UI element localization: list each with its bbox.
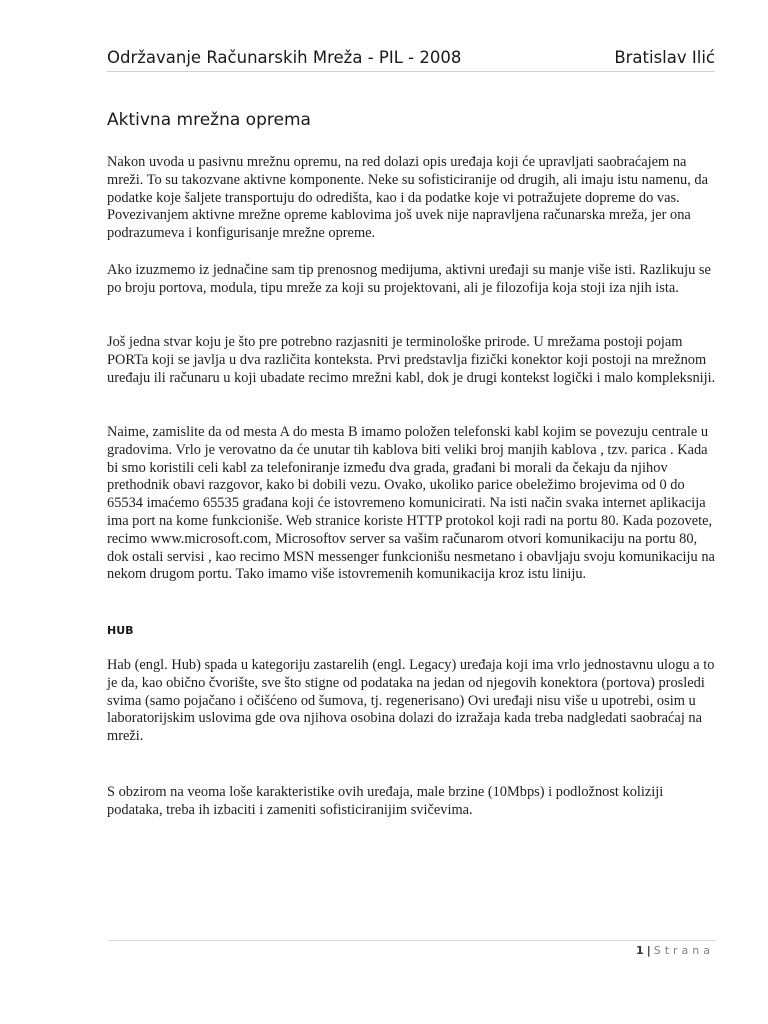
paragraph-hub-conclusion: S obzirom na veoma loše karakteristike ovih uređaja, male brzine (10Mbps) i podložnost koliziji podataka, treba ih izbaciti i zameniti sofisticiranijim svičevima. (107, 784, 664, 818)
paragraph-devices: Ako izuzmemo iz jednačine sam tip prenosnog medijuma, aktivni uređaji su manje više isti. Razlikuju se po broju portova, modula, tipu mreže za koji su projektovani, ali je filozofija koja stoji iza njih ista. (107, 262, 711, 296)
footer-divider (107, 940, 717, 941)
hub-heading: HUB (107, 624, 134, 637)
section-heading: Aktivna mrežna oprema (107, 110, 311, 130)
page-word: Strana (653, 944, 714, 957)
footer-separator: | (646, 944, 651, 957)
page-header (107, 48, 715, 72)
document-title: Održavanje Računarskih Mreža - PIL - 2008 (107, 48, 462, 67)
paragraph-hub-description: Hab (engl. Hub) spada u kategoriju zastarelih (engl. Legacy) uređaja koji ima vrlo jednostavnu ulogu a to je da, kao obično čvorište, sve što stigne od podataka na jedan od njegovih konektora (portova) prosledi svima (samo pojačano i očišćeno od šumova, tj. regenerisano) Ovi uređaji nisu više u upotrebi, osim u laboratorijskim uslovima gde ova njihova osobina dolazi do izražaja kada treba nadgledati saobraćaj na mreži. (107, 657, 715, 745)
paragraph-intro: Nakon uvoda u pasivnu mrežnu opremu, na red dolazi opis uređaja koji će upravljati saobraćajem na mreži. To su takozvane aktivne komponente. Neke su sofisticiranije od drugih, ali imaju istu namenu, da podatke koje šaljete transportuju do odredišta, kao i da podatke koje vi potražujete dopreme do vas. Povezivanjem aktivne mrežne opreme kablovima još uvek nije napravljena računarska mreža, jer ona podrazumeva i konfigurisanje mrežne opreme. (107, 154, 708, 242)
document-author: Bratislav Ilić (614, 48, 715, 67)
page-footer (636, 944, 714, 957)
page-number: 1 (636, 944, 644, 957)
paragraph-port-example: Naime, zamislite da od mesta A do mesta B imamo položen telefonski kabl kojim se povezuju centrale u gradovima. Vrlo je verovatno da će unutar tih kablova biti veliki broj manjih kablova , tzv. parica . Kada bi smo koristili celi kabl za telefoniranje između dva grada, građani bi morali da čekaju da njihov prethodnik obavi razgovor, kako bi dobili vezu. Ovako, ukoliko parice obeležimo brojevima od 0 do 65534 imaćemo 65535 građana koji će istovremeno komunicirati. Na isti način svaka internet aplikacija ima port na kome funkcioniše. Web stranice koriste HTTP protokol koji radi na portu 80. Kada pozovete, recimo www.microsoft.com, Microsoftov server sa vašim računarom otvori komunikaciju na portu 80, dok ostali servisi , kao recimo MSN messenger funkcionišu nesmetano i obavljaju svoju komunikaciju na nekom drugom portu. Tako imamo više istovremenih komunikacija kroz istu liniju. (107, 424, 715, 583)
paragraph-port-term: Još jedna stvar koju je što pre potrebno razjasniti je terminološke prirode. U mrežama postoji pojam PORTa koji se javlja u dva različita konteksta. Prvi predstavlja fizički konektor koji postoji na mrežnom uređaju ili računaru u koji ubadate recimo mrežni kabl, dok je drugi kontekst logički i malo kompleksniji. (107, 334, 716, 386)
